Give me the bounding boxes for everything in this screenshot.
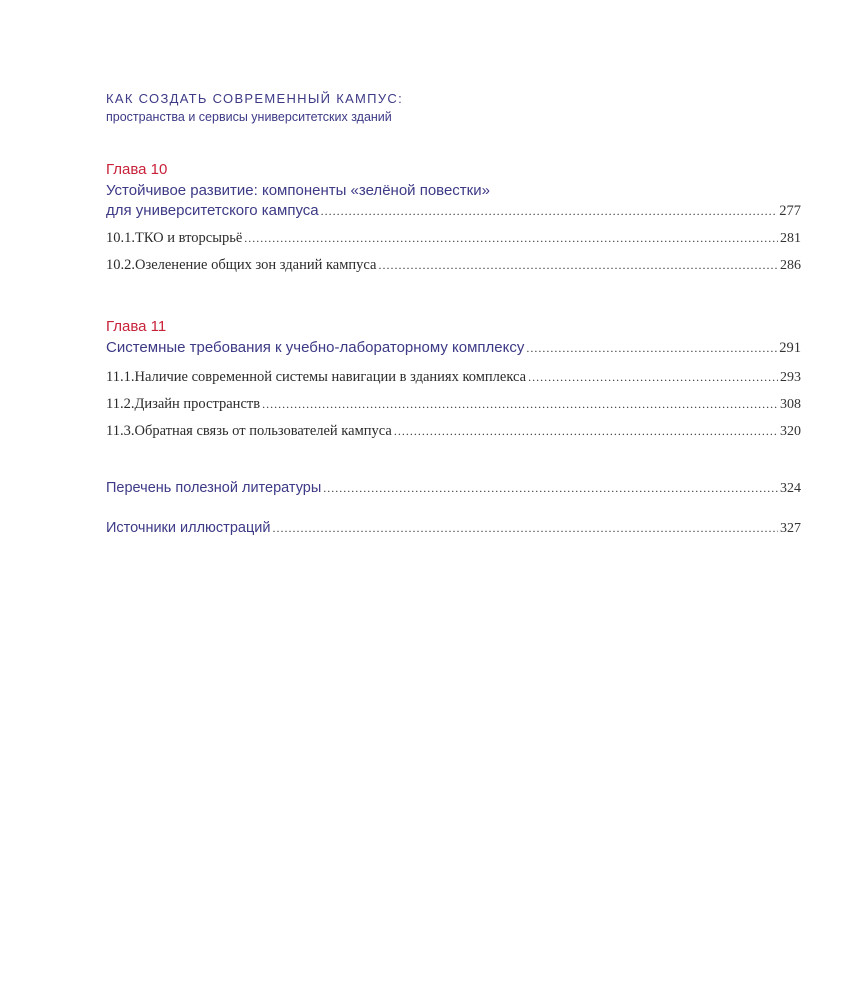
chapter-label: Глава 10	[106, 161, 168, 178]
dot-leader	[323, 481, 778, 496]
dot-leader	[394, 418, 778, 444]
section-number: 10.1.	[106, 230, 135, 246]
section-title: Озеленение общих зон зданий кампуса	[135, 257, 377, 273]
dot-leader	[272, 521, 778, 536]
dot-leader	[321, 204, 778, 219]
toc-entry-11-2[interactable]	[106, 391, 801, 418]
page-number: 320	[780, 424, 801, 439]
dot-leader	[262, 391, 778, 417]
running-head-title: КАК СОЗДАТЬ СОВРЕМЕННЫЙ КАМПУС:	[106, 91, 403, 106]
page-number: 291	[779, 340, 801, 356]
chapter-title-entry[interactable]	[106, 337, 801, 359]
page-number: 324	[780, 481, 801, 496]
toc-entry-10-2[interactable]	[106, 252, 801, 279]
chapter-11	[106, 317, 801, 445]
page-number: 308	[780, 397, 801, 412]
toc-entry-11-1[interactable]	[106, 364, 801, 391]
toc-entry-illustrations[interactable]	[106, 520, 801, 537]
page-number: 293	[780, 370, 801, 385]
dot-leader	[528, 364, 778, 390]
chapter-title-continued: для университетского кампуса	[106, 202, 319, 219]
toc-entry-11-3[interactable]	[106, 418, 801, 445]
section-title: ТКО и вторсырьё	[135, 230, 243, 246]
back-matter-entry-literature	[106, 480, 801, 497]
chapter-10	[106, 160, 801, 279]
toc-entry-literature[interactable]	[106, 480, 801, 497]
chapter-label: Глава 11	[106, 318, 167, 335]
dot-leader	[526, 337, 777, 359]
toc-entry-10-1[interactable]	[106, 225, 801, 252]
section-title: Обратная связь от пользователей кампуса	[134, 423, 392, 439]
entry-title: Источники иллюстраций	[106, 520, 271, 536]
chapter-title: Системные требования к учебно-лабораторному комплексу	[106, 339, 525, 356]
running-head-subtitle: пространства и сервисы университетских зданий	[106, 110, 392, 124]
chapter-title: Устойчивое развитие: компоненты «зелёной повестки»	[106, 182, 490, 199]
page-number: 277	[779, 203, 801, 219]
page-number: 281	[780, 231, 801, 246]
page-number: 327	[780, 521, 801, 536]
section-number: 11.1.	[106, 369, 135, 385]
page-number: 286	[780, 258, 801, 273]
chapter-title-entry[interactable]	[106, 202, 801, 220]
section-number: 11.3.	[106, 423, 135, 439]
dot-leader	[378, 252, 778, 278]
section-number: 10.2.	[106, 257, 135, 273]
entry-title: Перечень полезной литературы	[106, 480, 322, 496]
dot-leader	[244, 225, 778, 251]
section-number: 11.2.	[106, 396, 135, 412]
section-title: Дизайн пространств	[134, 396, 261, 412]
running-head	[106, 90, 801, 126]
back-matter-entry-illustrations	[106, 520, 801, 537]
section-title: Наличие современной системы навигации в зданиях комплекса	[134, 369, 527, 385]
